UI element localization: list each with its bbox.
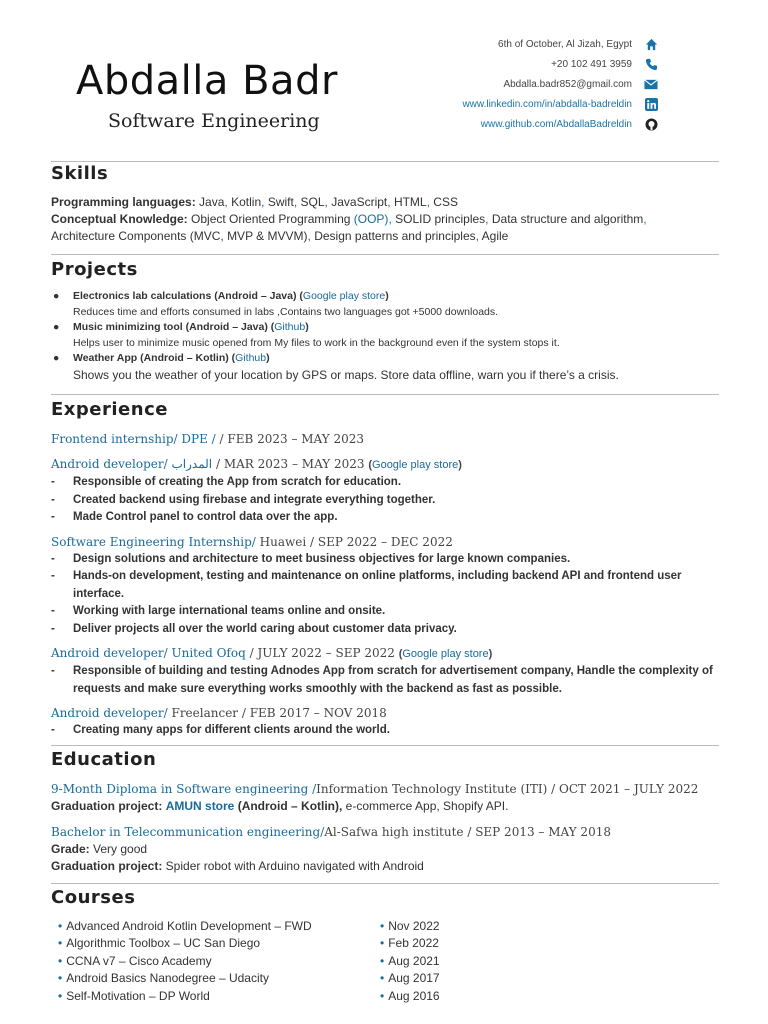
job-bullet: - Responsible of creating the App from scratch for education.: [51, 476, 402, 488]
job-bullet: - Working with large international teams online and onsite.: [51, 605, 386, 617]
courses-section: [51, 887, 719, 908]
programming-javascript: JavaScript: [331, 195, 388, 209]
project-link[interactable]: Github: [274, 321, 306, 333]
contact-phone: [462, 54, 632, 74]
project-name: Music minimizing tool (Android – Java) (: [73, 321, 275, 333]
conceptual-oop-abbr: (OOP): [353, 212, 389, 226]
phone-text: +20 102 491 3959: [551, 58, 632, 70]
job-header: Android developer/ United Ofoq / JULY 2022 – SEP 2022 (Google play store): [51, 646, 493, 660]
courses-list: [58, 918, 312, 1005]
divider: [51, 745, 719, 746]
contact-block: [462, 34, 632, 134]
section-title-projects: Projects: [51, 259, 138, 280]
project-description: Helps user to minimize music opened from My files to work in the background even if the system stops it.: [73, 336, 560, 349]
education-degree: 9-Month Diploma in Software engineering /: [51, 782, 317, 796]
job-link[interactable]: Google play store: [402, 648, 489, 660]
job-link[interactable]: Google play store: [372, 459, 459, 471]
job-role: Frontend internship/ DPE /: [51, 432, 216, 446]
project-description: Shows you the weather of your location by GPS or maps. Store data offline, warn you if there’s a crisis.: [73, 367, 619, 382]
job-dates: / FEB 2023 – MAY 2023: [215, 432, 365, 446]
divider: [51, 394, 719, 395]
skills-section: [51, 163, 719, 245]
project-link[interactable]: AMUN store: [165, 799, 235, 813]
course-date: • Feb 2022: [380, 936, 439, 951]
contact-address: [462, 34, 632, 54]
divider: [51, 883, 719, 884]
project-link[interactable]: Google play store: [302, 290, 386, 302]
course-item: • Algorithmic Toolbox – UC San Diego: [58, 936, 261, 951]
job-bullet: - Deliver projects all over the world caring about customer data privacy.: [51, 622, 457, 635]
education-graduation-project: Graduation project: AMUN store (Android – Kotlin), e-commerce App, Shopify API.: [51, 799, 509, 813]
contact-linkedin[interactable]: [462, 94, 632, 114]
job-bullet: - Responsible of building and testing Adnodes App from scratch for advertisement company, Handle the complexity of requests and make sure everything works smoothly with the backend as fast as possible.: [51, 665, 713, 695]
section-title-courses: Courses: [51, 887, 136, 908]
courses-dates: [380, 918, 440, 1005]
job-role: Software Engineering Internship/: [51, 534, 256, 549]
job-header: [51, 704, 719, 722]
phone-icon: [644, 57, 658, 71]
job-header: [51, 430, 719, 448]
job-dates: / JULY 2022 – SEP 2022: [245, 646, 399, 660]
section-title-experience: Experience: [51, 399, 168, 420]
project-item: ● Electronics lab calculations (Android – Java) (Google play store): [53, 290, 389, 302]
github-icon: [644, 117, 658, 131]
job-header: Android developer/ المدراب / MAR 2023 – MAY 2023 (Google play store): [51, 457, 462, 471]
linkedin-icon: [644, 97, 658, 111]
address-text: 6th of October, Al Jizah, Egypt: [498, 38, 632, 50]
job-bullet: - Created backend using firebase and integrate everything together.: [51, 493, 436, 506]
conceptual-oop: Object Oriented Programming: [191, 212, 351, 226]
project-item: ● Weather App (Android – Kotlin) (Github): [53, 352, 270, 364]
skills-conceptual-2: Architecture Components (MVC, MVP & MVVM), Design patterns and principles, Agile: [51, 229, 509, 243]
education-header: [51, 823, 719, 841]
experience-section: [51, 399, 719, 740]
conceptual-architecture: Architecture Components (MVC, MVP & MVVM): [51, 229, 308, 243]
course-date: • Aug 2021: [380, 953, 440, 968]
education-section: [51, 749, 719, 875]
education-degree: Bachelor in Telecommunication engineering/: [51, 825, 325, 839]
email-text[interactable]: Abdalla.badr852@gmail.com: [503, 78, 632, 90]
education-header: [51, 780, 719, 798]
conceptual-patterns: Design patterns and principles: [314, 229, 476, 243]
course-date: • Aug 2017: [380, 971, 440, 986]
course-item: • Self-Motivation – DP World: [58, 988, 210, 1003]
job-dates: Huawei / SEP 2022 – DEC 2022: [255, 534, 453, 549]
divider: [51, 161, 719, 162]
education-grade: Grade: Very good: [51, 842, 148, 856]
projects-section: [51, 259, 719, 384]
course-item: • CCNA v7 – Cisco Academy: [58, 953, 212, 968]
home-icon: [644, 37, 658, 51]
contact-email[interactable]: [462, 74, 632, 94]
job-dates: / MAR 2023 – MAY 2023: [212, 457, 369, 471]
programming-kotlin: Kotlin: [231, 195, 262, 209]
job-header: [51, 533, 719, 551]
project-link[interactable]: Github: [235, 352, 267, 364]
job-bullet: - Hands-on development, testing and maintenance on online platforms, including backend API and frontend user interface.: [51, 570, 682, 600]
programming-label: Programming languages:: [51, 195, 196, 209]
project-name: Weather App (Android – Kotlin) (: [73, 352, 236, 364]
skills-conceptual-1: Conceptual Knowledge: Object Oriented Programming (OOP), SOLID principles, Data structure and algorithm,: [51, 212, 647, 226]
course-item: • Android Basics Nanodegree – Udacity: [58, 971, 269, 986]
project-item: ● Music minimizing tool (Android – Java) (Github): [53, 321, 309, 333]
project-name: Electronics lab calculations (Android – Java) (: [73, 290, 303, 302]
programming-swift: Swift: [267, 195, 294, 209]
section-title-education: Education: [51, 749, 157, 770]
programming-css: CSS: [433, 195, 458, 209]
job-bullet: - Design solutions and architecture to meet business objectives for large known companies.: [51, 552, 571, 565]
education-institute: Al-Safwa high institute / SEP 2013 – MAY 2018: [324, 825, 611, 839]
job-dates: Freelancer / FEB 2017 – NOV 2018: [167, 706, 387, 720]
course-date: • Aug 2016: [380, 988, 440, 1003]
course-date: • Nov 2022: [380, 919, 440, 933]
programming-sql: SQL: [300, 195, 325, 209]
conceptual-dsa: Data structure and algorithm: [491, 212, 644, 226]
job-role: Android developer/ المدراب: [51, 457, 213, 471]
contact-github[interactable]: [462, 114, 632, 134]
project-description: Reduces time and efforts consumed in labs ,Contains two languages got +5000 downloads.: [73, 305, 499, 318]
email-icon: [644, 77, 658, 91]
programming-java: Java: [199, 195, 225, 209]
programming-html: HTML: [393, 195, 427, 209]
section-title-skills: Skills: [51, 163, 109, 184]
job-role: Android developer/: [51, 706, 168, 720]
job-role: Android developer/ United Ofoq: [51, 646, 246, 660]
candidate-name: Abdalla Badr: [76, 58, 338, 104]
job-bullet: - Creating many apps for different clients around the world.: [51, 724, 390, 736]
course-item: • Advanced Android Kotlin Development – FWD: [58, 919, 312, 933]
education-graduation-project: Graduation project: Spider robot with Arduino navigated with Android: [51, 859, 424, 873]
linkedin-link[interactable]: www.linkedin.com/in/abdalla-badreldin: [462, 98, 632, 110]
conceptual-solid: SOLID principles: [395, 212, 486, 226]
skills-programming: Programming languages: Java, Kotlin, Swift, SQL, JavaScript, HTML, CSS: [51, 195, 458, 209]
github-link[interactable]: www.github.com/AbdallaBadreldin: [480, 118, 632, 130]
divider: [51, 254, 719, 255]
conceptual-agile: Agile: [481, 229, 509, 243]
education-institute: Information Technology Institute (ITI) / OCT 2021 – JULY 2022: [316, 782, 699, 796]
job-bullet: - Made Control panel to control data over the app.: [51, 511, 338, 523]
conceptual-label: Conceptual Knowledge:: [51, 212, 188, 226]
candidate-subtitle: Software Engineering: [108, 110, 320, 132]
